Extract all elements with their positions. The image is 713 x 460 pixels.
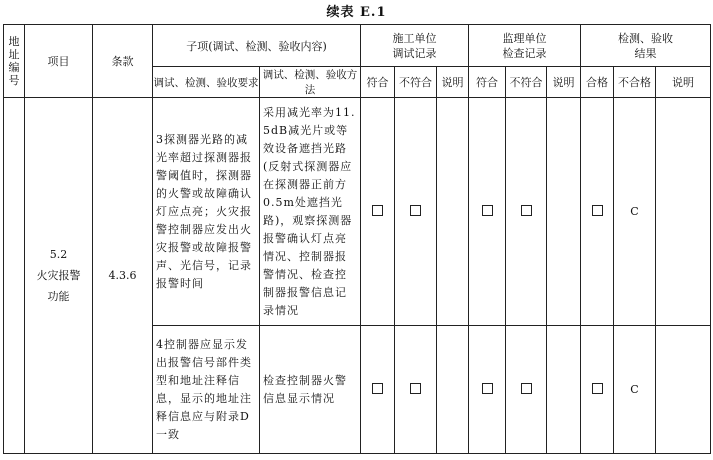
header-subitem: 子项(调试、检测、验收内容) [153, 25, 361, 67]
header-nonconform-construction: 不符合 [395, 67, 437, 98]
checkbox-conform[interactable] [361, 326, 395, 454]
clause-cell: 4.3.6 [93, 98, 153, 454]
note-cell [547, 98, 581, 326]
header-fail: 不合格 [614, 67, 656, 98]
checkbox-nonconform[interactable] [506, 98, 547, 326]
checkbox-pass[interactable] [581, 326, 614, 454]
checkbox-nonconform[interactable] [395, 326, 437, 454]
note-cell [437, 98, 469, 326]
header-method: 调试、检测、验收方法 [260, 67, 361, 98]
header-supervision-unit: 监理单位 检查记录 [469, 25, 581, 67]
checkbox-conform[interactable] [469, 98, 506, 326]
header-construction-unit: 施工单位 调试记录 [361, 25, 469, 67]
header-conform-supervision: 符合 [469, 67, 506, 98]
requirement-cell: 4控制器应显示发出报警信号部件类型和地址注释信息，显示的地址注释信息应与附录D一致 [153, 326, 260, 454]
header-address-no: 地 址 编 号 [4, 25, 25, 98]
header-note-supervision: 说明 [547, 67, 581, 98]
header-clause: 条款 [93, 25, 153, 98]
header-item: 项目 [25, 25, 93, 98]
address-no-cell [4, 98, 25, 454]
item-cell: 5.2 火灾报警 功能 [25, 98, 93, 454]
requirement-cell: 3探测器光路的减光率超过探测器报警阈值时，探测器的火警或故障确认灯应点亮；火灾报警控制器应发出火灾报警或故障报警声、光信号，记录报警时间 [153, 98, 260, 326]
header-pass: 合格 [581, 67, 614, 98]
header-acceptance: 检测、验收 结果 [581, 25, 711, 67]
header-nonconform-supervision: 不符合 [506, 67, 547, 98]
checkbox-icon[interactable] [482, 383, 493, 394]
inspection-table [3, 24, 711, 454]
note-cell [656, 326, 711, 454]
note-cell [656, 98, 711, 326]
checkbox-icon[interactable] [592, 205, 603, 216]
checkbox-icon[interactable] [372, 383, 383, 394]
checkbox-icon[interactable] [482, 205, 493, 216]
method-cell: 检查控制器火警信息显示情况 [260, 326, 361, 454]
checkbox-icon[interactable] [410, 205, 421, 216]
checkbox-icon[interactable] [521, 383, 532, 394]
result-mark: C [614, 326, 656, 454]
checkbox-icon[interactable] [372, 205, 383, 216]
header-note-construction: 说明 [437, 67, 469, 98]
method-cell: 采用减光率为11.5dB减光片或等效设备遮挡光路(反射式探测器应在探测器正前方0.5m处遮挡光路)，观察探测器报警确认灯点亮情况、控制器报警情况、检查控制器报警信息记录情况 [260, 98, 361, 326]
note-cell [437, 326, 469, 454]
checkbox-icon[interactable] [410, 383, 421, 394]
checkbox-icon[interactable] [521, 205, 532, 216]
header-conform-construction: 符合 [361, 67, 395, 98]
checkbox-pass[interactable] [581, 98, 614, 326]
checkbox-conform[interactable] [361, 98, 395, 326]
header-requirement: 调试、检测、验收要求 [153, 67, 260, 98]
table-caption: 续表 E.1 [326, 5, 387, 20]
note-cell [547, 326, 581, 454]
checkbox-nonconform[interactable] [506, 326, 547, 454]
header-note-acceptance: 说明 [656, 67, 711, 98]
checkbox-nonconform[interactable] [395, 98, 437, 326]
result-mark: C [614, 98, 656, 326]
checkbox-conform[interactable] [469, 326, 506, 454]
checkbox-icon[interactable] [592, 383, 603, 394]
